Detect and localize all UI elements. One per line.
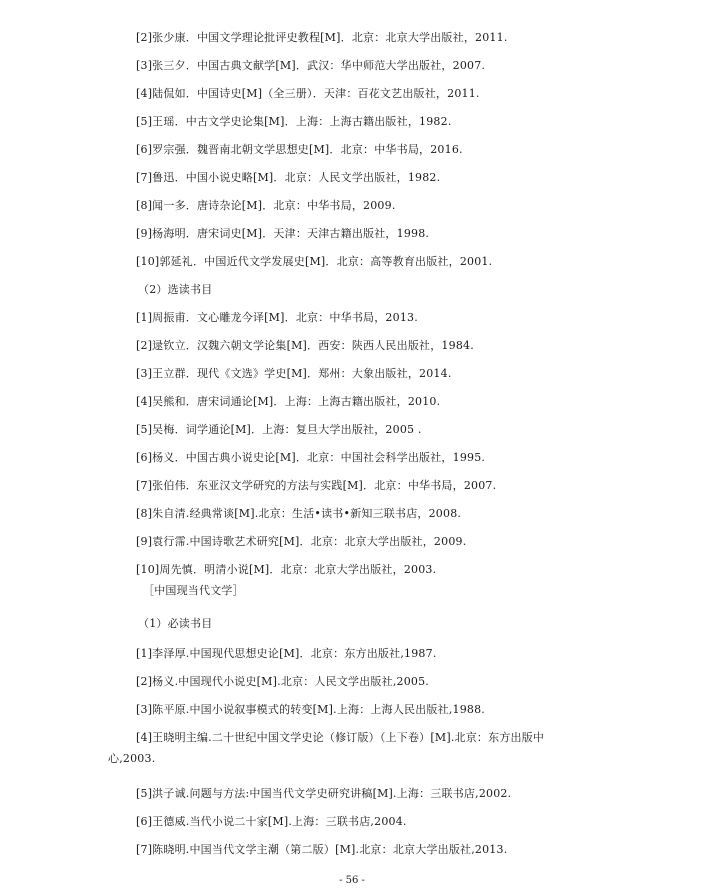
ref-item: [6]王德威.当代小说二十家[M].上海：三联书店,2004. [136,815,407,828]
ref-item: [2]杨义.中国现代小说史[M].北京：人民文学出版社,2005. [136,675,430,688]
ref-item: [6]杨义．中国古典小说史论[M]．北京：中国社会科学出版社，1995. [136,451,486,464]
ref-item: [6]罗宗强．魏晋南北朝文学思想史[M]．北京：中华书局，2016. [136,143,463,156]
ref-item: [2]张少康．中国文学理论批评史教程[M]．北京：北京大学出版社，2011. [136,31,508,44]
ref-item: [3]陈平原.中国小说叙事模式的转变[M].上海：上海人民出版社,1988. [136,703,486,716]
list-heading-required: （1）必读书目 [138,617,213,630]
list-heading-optional: （2）选读书目 [138,283,213,296]
page-number: - 56 - [339,875,365,886]
ref-item: [8]朱自清.经典常谈[M].北京：生活•读书•新知三联书店，2008. [136,507,462,520]
ref-item: [10]周先慎．明清小说[M]．北京：北京大学出版社，2003. [136,563,437,576]
ref-item: [5]洪子诚.问题与方法:中国当代文学史研究讲稿[M].上海：三联书店,2002. [136,787,512,800]
ref-item-continuation: 心,2003. [108,752,156,765]
ref-item: [4]吴熊和．唐宋词通论[M]．上海：上海古籍出版社，2010. [136,395,441,408]
ref-item: [8]闻一多．唐诗杂论[M]．北京：中华书局，2009. [136,199,396,212]
ref-item: [9]袁行霈.中国诗歌艺术研究[M]．北京：北京大学出版社，2009. [136,535,467,548]
ref-item: [1]李泽厚.中国现代思想史论[M]．北京：东方出版社,1987. [136,647,437,660]
ref-item: [1]周振甫．文心雕龙今译[M]．北京：中华书局，2013. [136,311,418,324]
ref-item: [7]陈晓明.中国当代文学主潮（第二版）[M].北京：北京大学出版社,2013. [136,843,508,856]
ref-item: [9]杨海明．唐宋词史[M]．天津：天津古籍出版社，1998. [136,227,430,240]
ref-item: [4]陆侃如．中国诗史[M]（全三册）．天津：百花文艺出版社，2011. [136,87,480,100]
ref-item: [2]逯钦立．汉魏六朝文学论集[M]．西安：陕西人民出版社，1984. [136,339,474,352]
ref-item: [10]郭延礼．中国近代文学发展史[M]．北京：高等教育出版社，2001. [136,255,493,268]
ref-item: [7]鲁迅．中国小说史略[M]．北京：人民文学出版社，1982. [136,171,441,184]
ref-item: [3]张三夕．中国古典文献学[M]．武汉：华中师范大学出版社，2007. [136,59,486,72]
ref-item: [5]王瑶．中古文学史论集[M]．上海：上海古籍出版社，1982. [136,115,452,128]
ref-item: [3]王立群．现代《文选》学史[M]．郑州：大象出版社，2014. [136,367,452,380]
section-title: ［中国现当代文学］ [143,584,244,597]
ref-item: [5]吴梅．词学通论[M]．上海：复旦大学出版社，2005 . [136,423,422,436]
ref-item: [7]张伯伟．东亚汉文学研究的方法与实践[M]．北京：中华书局，2007. [136,479,497,492]
ref-item: [4]王晓明主编.二十世纪中国文学史论（修订版）（上下卷）[M].北京：东方出版中 [136,731,545,744]
